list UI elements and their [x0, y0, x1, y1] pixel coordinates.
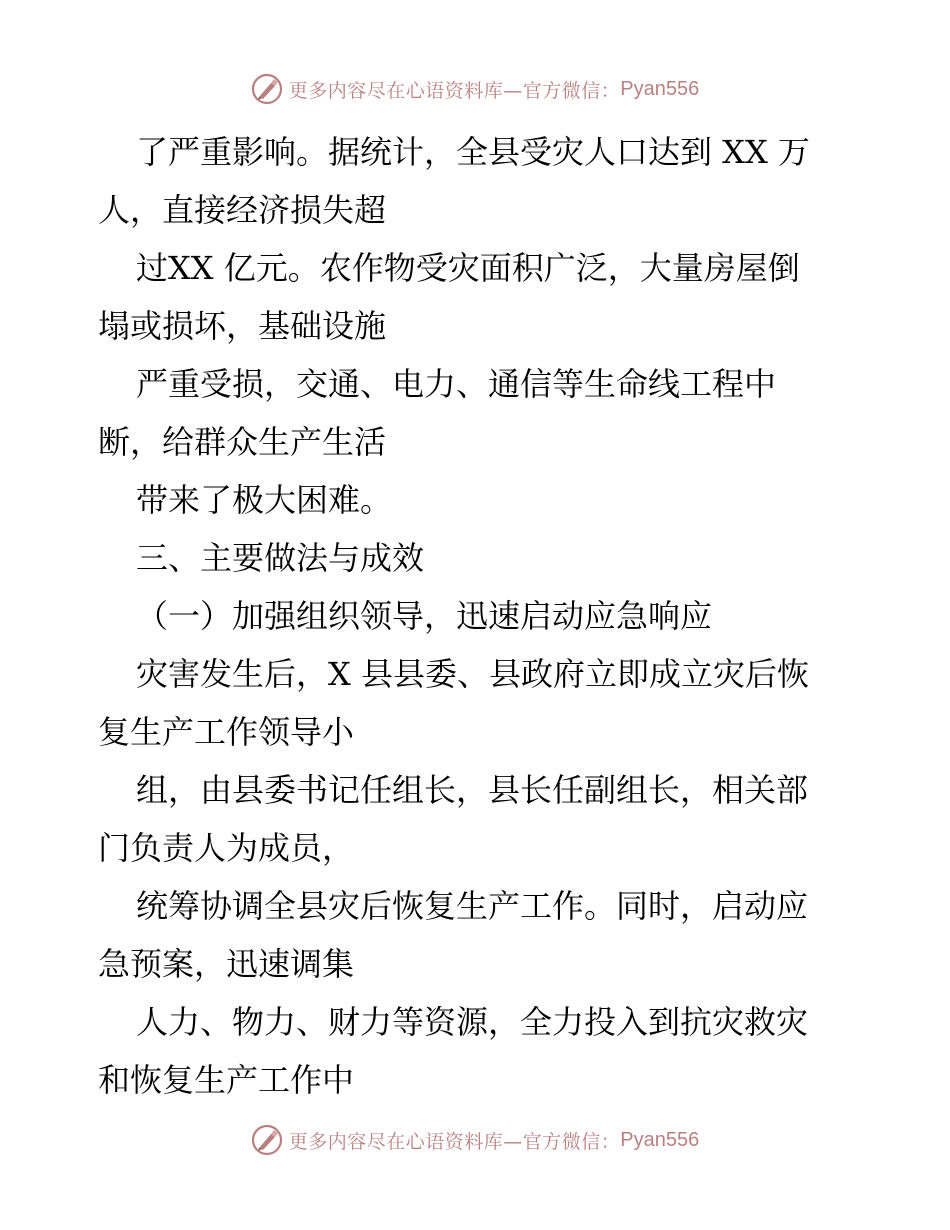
- header-watermark-banner: [0, 71, 950, 107]
- text-line: 了严重影响。据统计，全县受灾人口达到 XX 万: [136, 133, 810, 171]
- text-line: 灾害发生后，X 县县委、县政府立即成立灾后恢: [136, 655, 809, 693]
- banner-text: 更多内容尽在心语资料库—官方微信：: [288, 79, 621, 102]
- text-line: 组，由县委书记任组长，县长任副组长，相关部: [136, 771, 809, 809]
- text-line: 三、主要做法与成效: [136, 539, 425, 577]
- text-line: （一）加强组织领导，迅速启动应急响应: [136, 597, 713, 635]
- text-line: 复生产工作领导小: [98, 713, 355, 751]
- text-line: 带来了极大困难。: [136, 481, 393, 519]
- pen-logo-icon: [251, 73, 283, 105]
- banner-wechat-id: Pyan556: [620, 1128, 700, 1151]
- text-line: 门负责人为成员，: [98, 829, 355, 867]
- text-line: 塌或损坏，基础设施: [98, 307, 387, 345]
- text-line: 过XX 亿元。农作物受灾面积广泛，大量房屋倒: [136, 249, 800, 287]
- text-line: 断，给群众生产生活: [98, 423, 387, 461]
- footer-watermark-banner: [0, 1122, 950, 1158]
- text-line: 人力、物力、财力等资源，全力投入到抗灾救灾: [136, 1003, 809, 1041]
- text-line: 严重受损，交通、电力、通信等生命线工程中: [136, 365, 777, 403]
- text-line: 人，直接经济损失超: [98, 191, 387, 229]
- text-line: 和恢复生产工作中: [98, 1061, 355, 1099]
- text-line: 急预案，迅速调集: [98, 945, 355, 983]
- banner-wechat-id: Pyan556: [620, 77, 700, 100]
- banner-text: 更多内容尽在心语资料库—官方微信：: [288, 1130, 621, 1153]
- document-body: [98, 123, 858, 1109]
- text-line: 统筹协调全县灾后恢复生产工作。同时，启动应: [136, 887, 809, 925]
- pen-logo-icon: [251, 1124, 283, 1156]
